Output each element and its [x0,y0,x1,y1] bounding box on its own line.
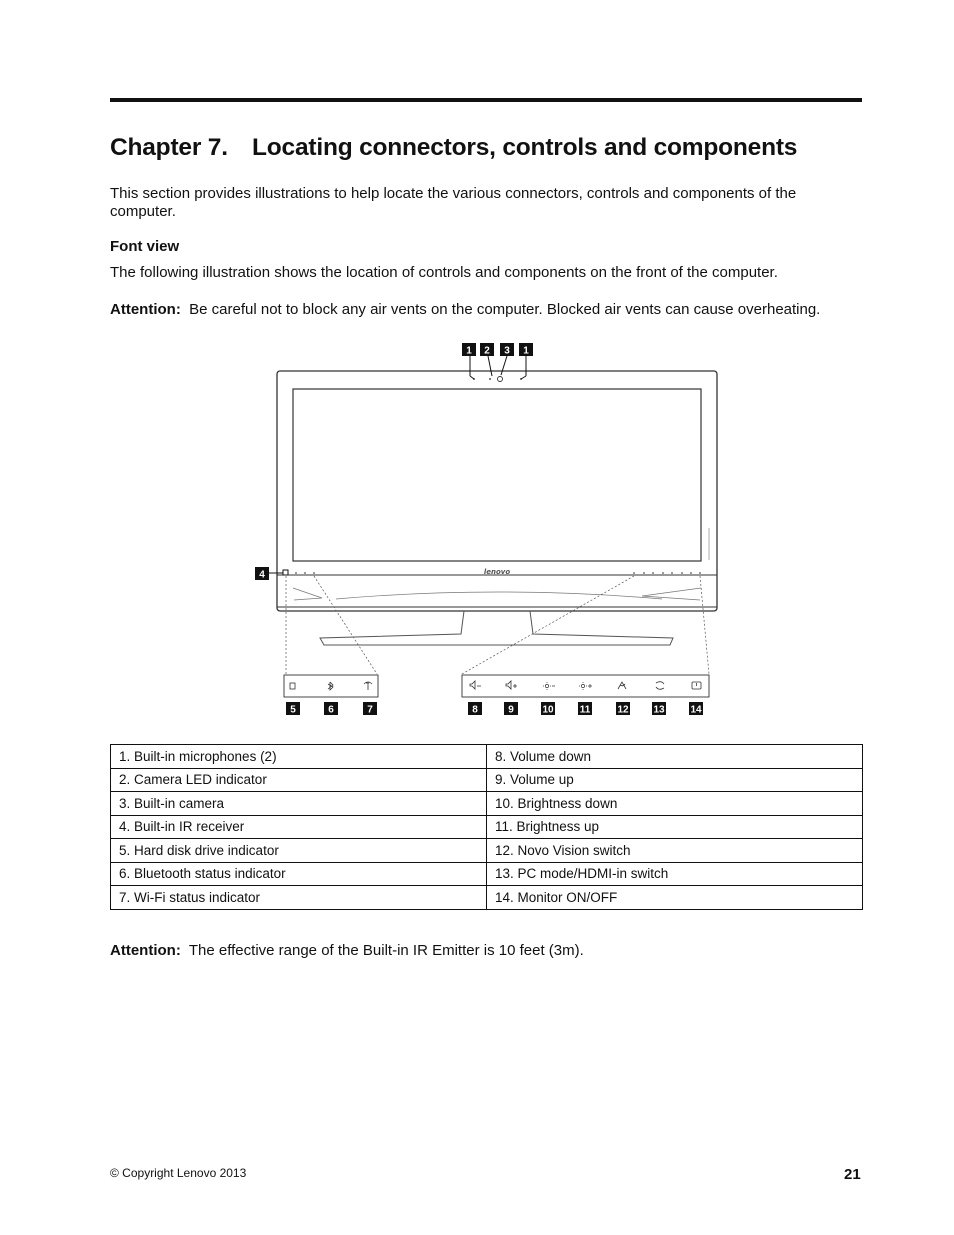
section-heading: Font view [110,238,180,255]
bezel-dot [681,572,683,574]
callout-12 [616,702,630,716]
parts-table [110,744,863,910]
bezel-dot [662,572,664,574]
svg-text:14: 14 [690,704,702,716]
zoom-line [462,576,634,674]
svg-text:10: 10 [542,704,554,716]
callout-14 [689,702,703,716]
callout-2 [480,343,494,357]
callout-13 [652,702,666,716]
svg-text:6: 6 [328,704,334,716]
monitor-screen [293,389,701,561]
volume-up-icon [506,681,517,689]
leader-line [470,376,474,379]
ir-receiver-window [283,570,288,575]
table-row [111,862,863,886]
zoom-line [700,576,709,674]
table-cell: 13. PC mode/HDMI-in switch [487,862,863,886]
table-row [111,839,863,863]
wifi-icon [364,682,372,690]
brightness-up-icon [579,682,592,690]
table-cell: 8. Volume down [487,745,863,769]
bezel-dot [633,572,635,574]
table-cell: 2. Camera LED indicator [111,768,487,792]
chapter-title-text: Locating connectors, controls and components [252,134,798,161]
svg-text:8: 8 [472,704,478,716]
callout-6 [324,702,338,716]
chin-curve [336,592,662,599]
table-row [111,768,863,792]
volume-down-icon [470,681,481,689]
table-row [111,815,863,839]
attention-label: Attention: [110,942,181,959]
leader-line [488,356,492,376]
table-cell: 5. Hard disk drive indicator [111,839,487,863]
table-row [111,886,863,910]
section-paragraph: The following illustration shows the location of controls and components on the front of the computer. [110,264,778,281]
callout-1-left [462,343,476,357]
monitor-power-icon [692,682,701,689]
table-cell: 10. Brightness down [487,792,863,816]
intro-paragraph: This section provides illustrations to help locate the various connectors, controls and components of the computer. [110,185,797,220]
callout-5 [286,702,300,716]
zoom-line [314,576,377,674]
table-cell: 3. Built-in camera [111,792,487,816]
table-cell: 11. Brightness up [487,815,863,839]
front-view-illustration [250,338,730,723]
callout-11 [578,702,592,716]
bezel-dot [690,572,692,574]
table-cell: 9. Volume up [487,768,863,792]
table-row [111,745,863,769]
table-cell: 7. Wi-Fi status indicator [111,886,487,910]
monitor-stand [320,611,673,645]
bezel-dot [313,572,315,574]
bluetooth-icon [328,682,333,690]
table-cell: 4. Built-in IR receiver [111,815,487,839]
svg-text:7: 7 [367,704,373,716]
svg-text:1: 1 [523,345,529,357]
svg-text:5: 5 [290,704,296,716]
lenovo-logo: lenovo [483,568,511,576]
table-cell: 14. Monitor ON/OFF [487,886,863,910]
table-cell: 12. Novo Vision switch [487,839,863,863]
svg-text:2: 2 [484,345,490,357]
callout-8 [468,702,482,716]
table-row [111,792,863,816]
novo-icon [618,682,626,689]
bezel-dot [671,572,673,574]
callout-7 [363,702,377,716]
camera-lens [498,377,503,382]
chapter-number: Chapter 7. [110,134,228,161]
chapter-title [110,134,797,162]
svg-text:12: 12 [617,704,629,716]
callout-10 [541,702,555,716]
hdd-indicator-icon [290,683,295,689]
table-cell: 6. Bluetooth status indicator [111,862,487,886]
attention-label: Attention: [110,301,181,318]
attention-text: Be careful not to block any air vents on the computer. Blocked air vents can cause overheating. [189,301,821,318]
svg-text:11: 11 [579,704,591,716]
camera-led-dot [489,378,491,380]
svg-text:13: 13 [653,704,665,716]
copyright-footer: © Copyright Lenovo 2013 [110,1166,247,1180]
chin-vent-left [293,588,322,600]
callout-1-right [519,343,533,357]
svg-text:4: 4 [259,569,265,581]
svg-text:1: 1 [466,345,472,357]
svg-text:9: 9 [508,704,514,716]
monitor-chin [277,575,717,607]
pc-mode-icon [656,682,664,690]
table-cell: 1. Built-in microphones (2) [111,745,487,769]
zoom-panel-right [462,675,709,697]
callout-3 [500,343,514,357]
attention-note-ir-range [110,942,862,960]
bezel-dot [304,572,306,574]
leader-line [521,376,526,379]
bezel-dot [699,572,701,574]
page-number: 21 [844,1166,861,1183]
bezel-dot [295,572,297,574]
callout-4 [255,567,269,581]
bezel-dot [652,572,654,574]
svg-text:3: 3 [504,345,510,357]
attention-text: The effective range of the Built-in IR Emitter is 10 feet (3m). [188,942,584,959]
bezel-dot [643,572,645,574]
chapter-rule [110,98,862,102]
brightness-down-icon [543,682,555,690]
attention-note-airvents [110,301,862,319]
callout-9 [504,702,518,716]
leader-line [501,356,507,375]
